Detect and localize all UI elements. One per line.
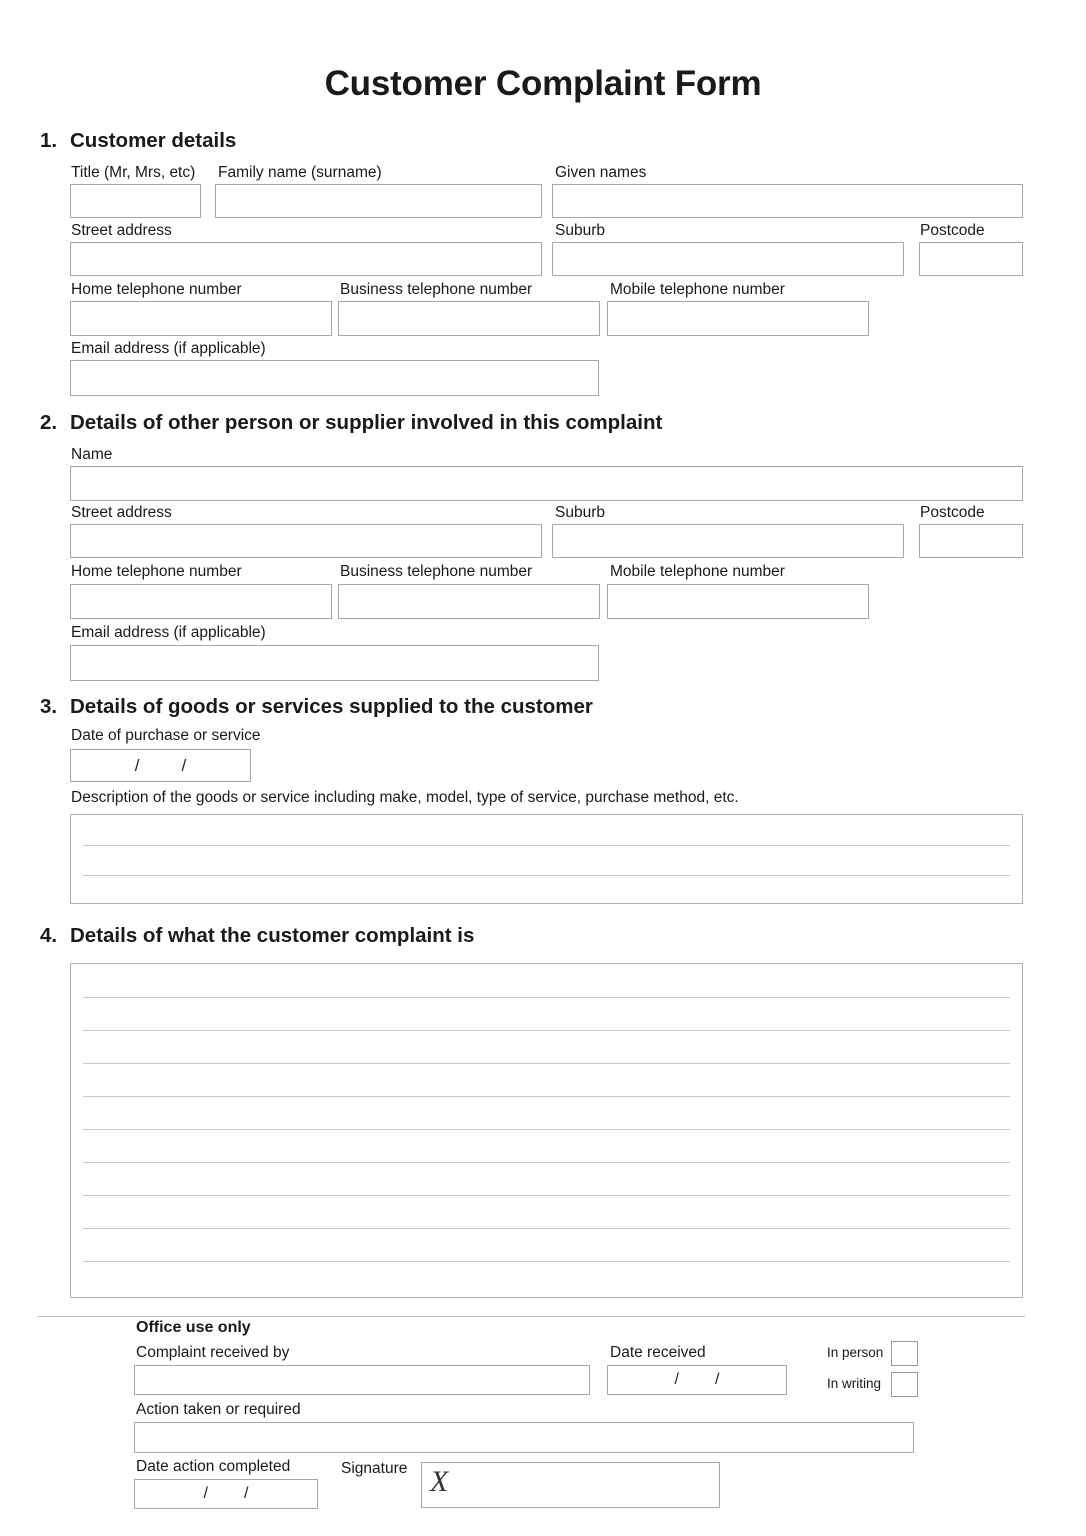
section-number-4: 4.	[40, 924, 58, 947]
signature-x-mark: X	[430, 1465, 449, 1498]
label-suburb-1: Suburb	[555, 222, 605, 239]
label-date-received: Date received	[610, 1344, 706, 1361]
section-number-1: 1.	[40, 129, 58, 152]
label-name-2: Name	[71, 446, 113, 463]
label-given-names: Given names	[555, 164, 647, 181]
section-heading-2	[40, 411, 662, 435]
label-mobile-phone-2: Mobile telephone number	[610, 563, 785, 580]
writing-rule	[83, 1030, 1010, 1031]
label-postcode-1: Postcode	[920, 222, 985, 239]
label-date-action-completed: Date action completed	[136, 1458, 291, 1475]
input-postcode-2[interactable]	[919, 524, 1023, 558]
writing-rule	[83, 1162, 1010, 1163]
writing-rule	[83, 1063, 1010, 1064]
section-heading-4	[40, 924, 474, 948]
label-postcode-2: Postcode	[920, 504, 985, 521]
input-mobile-phone-1[interactable]	[607, 301, 869, 336]
input-date-action-completed[interactable]	[134, 1479, 318, 1509]
input-business-phone-1[interactable]	[338, 301, 600, 336]
label-home-phone-2: Home telephone number	[71, 563, 242, 580]
section-number-2: 2.	[40, 411, 58, 434]
label-title: Title (Mr, Mrs, etc)	[71, 164, 196, 181]
section-title-2: Details of other person or supplier involved in this complaint	[70, 411, 663, 434]
checkbox-in-person[interactable]	[891, 1341, 918, 1366]
date-separator-1: /	[674, 1371, 679, 1388]
office-use-divider	[38, 1316, 1025, 1317]
label-action-taken: Action taken or required	[136, 1401, 301, 1418]
writing-rule	[83, 1261, 1010, 1262]
label-email-1: Email address (if applicable)	[71, 340, 266, 357]
input-signature[interactable]	[421, 1462, 720, 1508]
input-date-received[interactable]	[607, 1365, 787, 1395]
section-title-4: Details of what the customer complaint is	[70, 924, 475, 947]
writing-rule	[83, 1096, 1010, 1097]
input-suburb-1[interactable]	[552, 242, 904, 276]
label-in-person: In person	[827, 1345, 884, 1360]
label-suburb-2: Suburb	[555, 504, 605, 521]
label-mobile-phone-1: Mobile telephone number	[610, 281, 785, 298]
label-signature: Signature	[341, 1460, 408, 1477]
section-title-1: Customer details	[70, 129, 237, 152]
input-given-names[interactable]	[552, 184, 1023, 218]
input-title[interactable]	[70, 184, 201, 218]
section-title-3: Details of goods or services supplied to the customer	[70, 695, 593, 718]
input-action-taken[interactable]	[134, 1422, 914, 1453]
input-business-phone-2[interactable]	[338, 584, 600, 619]
date-separator-2: /	[181, 755, 187, 775]
writing-rule	[83, 845, 1010, 846]
input-complaint-details[interactable]	[70, 963, 1023, 1298]
label-email-2: Email address (if applicable)	[71, 624, 266, 641]
office-use-heading: Office use only	[136, 1319, 251, 1336]
section-heading-3	[40, 695, 593, 719]
section-number-3: 3.	[40, 695, 58, 718]
writing-rule	[83, 997, 1010, 998]
label-street-address-2: Street address	[71, 504, 172, 521]
label-in-writing: In writing	[827, 1376, 882, 1391]
input-name-2[interactable]	[70, 466, 1023, 501]
checkbox-in-writing[interactable]	[891, 1372, 918, 1397]
section-heading-1	[40, 129, 236, 153]
writing-rule	[83, 1195, 1010, 1196]
input-street-address-2[interactable]	[70, 524, 542, 558]
label-complaint-received-by: Complaint received by	[136, 1344, 290, 1361]
label-home-phone-1: Home telephone number	[71, 281, 242, 298]
label-business-phone-1: Business telephone number	[340, 281, 533, 298]
input-family-name[interactable]	[215, 184, 542, 218]
page-title: Customer Complaint Form	[324, 64, 762, 103]
input-email-1[interactable]	[70, 360, 599, 396]
input-postcode-1[interactable]	[919, 242, 1023, 276]
input-email-2[interactable]	[70, 645, 599, 681]
input-street-address-1[interactable]	[70, 242, 542, 276]
writing-rule	[83, 1129, 1010, 1130]
label-street-address-1: Street address	[71, 222, 172, 239]
input-home-phone-1[interactable]	[70, 301, 332, 336]
date-separator-1: /	[134, 755, 140, 775]
label-business-phone-2: Business telephone number	[340, 563, 533, 580]
date-separator-2: /	[244, 1485, 249, 1502]
writing-rule	[83, 875, 1010, 876]
input-home-phone-2[interactable]	[70, 584, 332, 619]
input-mobile-phone-2[interactable]	[607, 584, 869, 619]
date-separator-2: /	[715, 1371, 720, 1388]
writing-rule	[83, 1228, 1010, 1229]
input-description-of-goods[interactable]	[70, 814, 1023, 904]
date-separator-1: /	[203, 1485, 208, 1502]
input-complaint-received-by[interactable]	[134, 1365, 590, 1395]
label-family-name: Family name (surname)	[218, 164, 382, 181]
input-date-of-purchase[interactable]	[70, 749, 251, 782]
label-description-of-goods: Description of the goods or service including make, model, type of service, purchase method, etc.	[71, 789, 739, 806]
input-suburb-2[interactable]	[552, 524, 904, 558]
label-date-of-purchase: Date of purchase or service	[71, 727, 261, 744]
